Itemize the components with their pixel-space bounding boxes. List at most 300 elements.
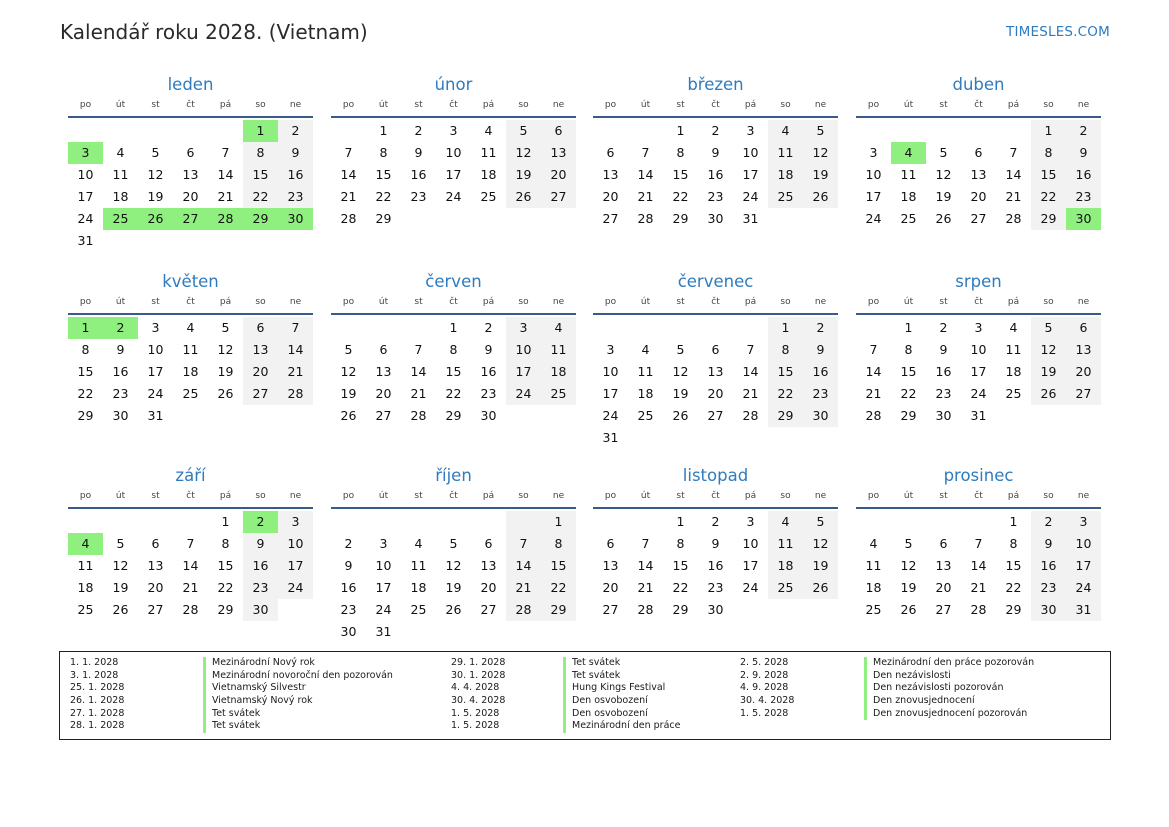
weekday-label: ne	[814, 491, 827, 501]
weekday-label: út	[378, 297, 389, 307]
weekday-label: pá	[744, 491, 757, 501]
empty-cell	[961, 511, 996, 533]
day-cell: 27	[480, 602, 497, 617]
legend-date: 1. 5. 2028	[451, 707, 500, 719]
day-cell: 2	[344, 536, 353, 551]
weekday-label: čt	[449, 491, 458, 501]
day-cell: 20	[375, 386, 392, 401]
weekday-label: st	[151, 100, 160, 110]
empty-cell	[401, 621, 436, 643]
day-cell: 3	[746, 514, 755, 529]
day-cell: 12	[147, 167, 164, 182]
day-cell: 6	[711, 342, 720, 357]
day-cell: 24	[77, 211, 94, 226]
day-cell: 22	[217, 580, 234, 595]
day-cell: 29	[1005, 602, 1022, 617]
empty-cell	[541, 208, 576, 230]
day-cell: 9	[278, 142, 313, 164]
weekday-label: st	[676, 491, 685, 501]
empty-cell	[173, 511, 208, 533]
day-cell: 15	[243, 164, 278, 186]
day-cell: 25	[480, 189, 497, 204]
day-cell: 21	[410, 386, 427, 401]
day-cell: 13	[602, 558, 619, 573]
day-cell: 15	[77, 364, 94, 379]
day-cell: 29	[445, 408, 462, 423]
day-cell: 22	[541, 577, 576, 599]
day-cell: 5	[939, 145, 948, 160]
month-10	[331, 464, 576, 643]
empty-cell	[103, 230, 138, 252]
weekday-label: pá	[219, 491, 232, 501]
weekday-label: po	[867, 491, 880, 501]
day-cell: 21	[340, 189, 357, 204]
legend-date: 30. 4. 2028	[740, 695, 795, 707]
day-cell: 4	[484, 123, 493, 138]
empty-cell	[138, 120, 173, 142]
day-cell: 23	[803, 383, 838, 405]
legend-holiday-name: Vietnamský Silvestr	[203, 682, 306, 695]
empty-cell	[768, 599, 803, 621]
day-cell: 19	[445, 580, 462, 595]
day-cell: 20	[970, 189, 987, 204]
day-cell: 25	[768, 186, 803, 208]
day-cell: 18	[541, 361, 576, 383]
day-cell: 6	[243, 317, 278, 339]
weekday-header	[331, 296, 576, 315]
weekday-label: so	[1043, 100, 1054, 110]
weekday-header	[331, 99, 576, 118]
day-cell: 3	[506, 317, 541, 339]
weekday-label: pá	[744, 100, 757, 110]
weekday-label: út	[115, 491, 126, 501]
day-cell: 22	[1031, 186, 1066, 208]
weekday-label: čt	[186, 297, 195, 307]
day-cell: 28	[1005, 211, 1022, 226]
day-cell: 24	[970, 386, 987, 401]
day-cell: 29	[1031, 208, 1066, 230]
day-cell: 19	[803, 555, 838, 577]
legend-date: 1. 5. 2028	[740, 707, 789, 719]
empty-cell	[856, 511, 891, 533]
day-cell: 7	[641, 536, 650, 551]
day-cell: 31	[602, 430, 619, 445]
day-cell: 18	[768, 555, 803, 577]
day-cell: 26	[112, 602, 129, 617]
weekday-label: so	[780, 100, 791, 110]
day-cell: 2	[1031, 511, 1066, 533]
weekday-label: ne	[289, 297, 302, 307]
legend-holiday-name: Mezinárodní novoroční den pozorován	[203, 670, 393, 683]
weekday-label: so	[518, 491, 529, 501]
day-cell: 6	[606, 536, 615, 551]
day-cell: 14	[410, 364, 427, 379]
day-cell: 9	[1031, 533, 1066, 555]
day-cell: 7	[344, 145, 353, 160]
day-cell: 26	[217, 386, 234, 401]
day-cell: 27	[147, 602, 164, 617]
legend-date: 26. 1. 2028	[70, 695, 125, 707]
day-cell: 19	[217, 364, 234, 379]
day-cell: 12	[803, 142, 838, 164]
day-cell: 30	[340, 624, 357, 639]
empty-cell	[436, 621, 471, 643]
day-cell: 27	[243, 383, 278, 405]
day-cell: 26	[138, 208, 173, 230]
weekday-label: so	[1043, 297, 1054, 307]
day-cell: 28	[410, 408, 427, 423]
day-cell: 7	[1009, 145, 1018, 160]
day-grid	[856, 509, 1101, 621]
empty-cell	[996, 120, 1031, 142]
day-cell: 10	[77, 167, 94, 182]
day-cell: 15	[217, 558, 234, 573]
weekday-label: so	[518, 297, 529, 307]
day-cell: 25	[541, 383, 576, 405]
empty-cell	[506, 208, 541, 230]
weekday-label: ne	[814, 297, 827, 307]
month-name: březen	[687, 75, 744, 94]
day-cell: 14	[637, 558, 654, 573]
day-cell: 2	[803, 317, 838, 339]
weekday-label: po	[79, 297, 92, 307]
empty-cell	[926, 120, 961, 142]
weekday-label: čt	[974, 100, 983, 110]
empty-cell	[698, 427, 733, 449]
month-name: srpen	[955, 272, 1002, 291]
day-cell: 11	[410, 558, 427, 573]
day-cell: 1	[1031, 120, 1066, 142]
day-cell: 19	[147, 189, 164, 204]
month-name: květen	[162, 272, 219, 291]
day-cell: 18	[1005, 364, 1022, 379]
day-cell: 30	[1066, 208, 1101, 230]
empty-cell	[628, 427, 663, 449]
month-9	[68, 464, 313, 621]
legend-date: 1. 5. 2028	[451, 720, 500, 732]
day-cell: 7	[221, 145, 230, 160]
day-cell: 7	[974, 536, 983, 551]
day-cell: 17	[865, 189, 882, 204]
empty-cell	[173, 230, 208, 252]
empty-cell	[366, 317, 401, 339]
day-cell: 25	[900, 211, 917, 226]
day-cell: 22	[768, 383, 803, 405]
day-cell: 24	[602, 408, 619, 423]
day-cell: 9	[711, 536, 720, 551]
empty-cell	[471, 621, 506, 643]
day-cell: 4	[768, 511, 803, 533]
day-cell: 14	[865, 364, 882, 379]
day-cell: 18	[182, 364, 199, 379]
day-cell: 13	[541, 142, 576, 164]
day-cell: 22	[1005, 580, 1022, 595]
weekday-label: út	[378, 491, 389, 501]
day-cell: 1	[676, 123, 685, 138]
legend-date: 28. 1. 2028	[70, 720, 125, 732]
day-cell: 25	[865, 602, 882, 617]
day-cell: 23	[410, 189, 427, 204]
day-cell: 13	[602, 167, 619, 182]
weekday-label: čt	[711, 491, 720, 501]
weekday-label: st	[151, 491, 160, 501]
empty-cell	[663, 427, 698, 449]
day-cell: 16	[1066, 164, 1101, 186]
legend-date: 2. 5. 2028	[740, 657, 789, 668]
day-cell: 19	[1031, 361, 1066, 383]
day-cell: 25	[637, 408, 654, 423]
weekday-label: čt	[186, 491, 195, 501]
day-cell: 4	[541, 317, 576, 339]
day-cell: 27	[602, 211, 619, 226]
day-cell: 30	[1031, 599, 1066, 621]
day-cell: 12	[1031, 339, 1066, 361]
day-cell: 27	[707, 408, 724, 423]
day-cell: 2	[278, 120, 313, 142]
day-cell: 5	[449, 536, 458, 551]
weekday-label: po	[867, 100, 880, 110]
day-cell: 2	[711, 123, 720, 138]
day-cell: 13	[970, 167, 987, 182]
day-cell: 1	[243, 120, 278, 142]
day-cell: 25	[103, 208, 138, 230]
day-cell: 31	[77, 233, 94, 248]
holiday-legend	[59, 651, 1111, 740]
empty-cell	[436, 511, 471, 533]
day-cell: 11	[865, 558, 882, 573]
weekday-header	[68, 490, 313, 509]
day-cell: 25	[182, 386, 199, 401]
day-cell: 3	[68, 142, 103, 164]
day-cell: 29	[900, 408, 917, 423]
day-cell: 3	[606, 342, 615, 357]
legend-holiday-name: Den osvobození	[563, 695, 648, 708]
day-cell: 29	[77, 408, 94, 423]
day-cell: 12	[217, 342, 234, 357]
empty-cell	[506, 405, 541, 427]
day-cell: 16	[707, 167, 724, 182]
day-cell: 3	[869, 145, 878, 160]
month-name: únor	[434, 75, 473, 94]
day-cell: 26	[340, 408, 357, 423]
day-cell: 20	[935, 580, 952, 595]
legend-holiday-name: Den znovusjednocení pozorován	[864, 708, 1027, 721]
day-cell: 23	[1066, 186, 1101, 208]
weekday-label: ne	[552, 297, 565, 307]
weekday-header	[856, 296, 1101, 315]
day-cell: 4	[414, 536, 423, 551]
empty-cell	[628, 511, 663, 533]
day-cell: 2	[414, 123, 423, 138]
weekday-label: út	[903, 297, 914, 307]
day-cell: 19	[803, 164, 838, 186]
empty-cell	[733, 427, 768, 449]
weekday-label: st	[939, 297, 948, 307]
day-cell: 19	[112, 580, 129, 595]
day-cell: 29	[375, 211, 392, 226]
month-name: listopad	[682, 466, 749, 485]
day-cell: 22	[900, 386, 917, 401]
day-cell: 7	[506, 533, 541, 555]
day-grid	[331, 315, 576, 427]
day-cell: 26	[803, 186, 838, 208]
day-cell: 26	[1031, 383, 1066, 405]
weekday-label: čt	[449, 100, 458, 110]
day-cell: 29	[672, 211, 689, 226]
day-cell: 27	[935, 602, 952, 617]
empty-cell	[471, 208, 506, 230]
day-cell: 17	[970, 364, 987, 379]
day-cell: 9	[344, 558, 353, 573]
day-cell: 5	[221, 320, 230, 335]
day-cell: 4	[768, 120, 803, 142]
weekday-header	[593, 296, 838, 315]
month-name: červenec	[677, 272, 754, 291]
site-link[interactable]: TIMESLES.COM	[1006, 24, 1110, 40]
day-cell: 27	[1066, 383, 1101, 405]
empty-cell	[768, 208, 803, 230]
day-cell: 3	[746, 123, 755, 138]
day-cell: 13	[480, 558, 497, 573]
weekday-label: so	[255, 297, 266, 307]
empty-cell	[208, 230, 243, 252]
empty-cell	[138, 230, 173, 252]
month-7	[593, 270, 838, 449]
day-cell: 12	[445, 558, 462, 573]
day-cell: 16	[410, 167, 427, 182]
day-cell: 29	[768, 405, 803, 427]
legend-date: 2. 9. 2028	[740, 669, 789, 681]
day-cell: 19	[340, 386, 357, 401]
empty-cell	[541, 405, 576, 427]
weekday-label: po	[604, 491, 617, 501]
day-cell: 9	[484, 342, 493, 357]
weekday-label: st	[414, 297, 423, 307]
empty-cell	[733, 317, 768, 339]
day-cell: 30	[278, 208, 313, 230]
day-cell: 1	[449, 320, 458, 335]
empty-cell	[331, 120, 366, 142]
day-cell: 14	[506, 555, 541, 577]
weekday-label: út	[640, 100, 651, 110]
month-3	[593, 73, 838, 230]
legend-holiday-name: Mezinárodní den práce	[563, 720, 680, 733]
day-cell: 23	[1031, 577, 1066, 599]
day-cell: 17	[602, 386, 619, 401]
day-cell: 12	[900, 558, 917, 573]
weekday-label: ne	[552, 491, 565, 501]
day-cell: 2	[103, 317, 138, 339]
day-cell: 8	[541, 533, 576, 555]
day-cell: 8	[1031, 142, 1066, 164]
empty-cell	[961, 120, 996, 142]
weekday-header	[68, 296, 313, 315]
day-grid	[856, 315, 1101, 427]
legend-date: 25. 1. 2028	[70, 682, 125, 694]
day-cell: 27	[173, 208, 208, 230]
day-cell: 11	[900, 167, 917, 182]
empty-cell	[331, 317, 366, 339]
weekday-label: pá	[1007, 491, 1020, 501]
weekday-label: st	[151, 297, 160, 307]
empty-cell	[541, 621, 576, 643]
weekday-label: čt	[974, 491, 983, 501]
empty-cell	[401, 511, 436, 533]
day-cell: 6	[186, 145, 195, 160]
day-cell: 15	[672, 167, 689, 182]
weekday-label: út	[640, 297, 651, 307]
weekday-label: út	[115, 297, 126, 307]
empty-cell	[663, 317, 698, 339]
day-cell: 26	[672, 408, 689, 423]
legend-holiday-name: Den nezávislosti pozorován	[864, 682, 1004, 695]
weekday-label: po	[342, 100, 355, 110]
day-cell: 21	[182, 580, 199, 595]
day-cell: 16	[278, 164, 313, 186]
day-cell: 13	[375, 364, 392, 379]
day-grid	[331, 509, 576, 643]
day-cell: 30	[480, 408, 497, 423]
day-cell: 20	[541, 164, 576, 186]
empty-cell	[278, 599, 313, 621]
empty-cell	[803, 427, 838, 449]
month-1	[68, 73, 313, 252]
day-cell: 25	[410, 602, 427, 617]
day-cell: 3	[151, 320, 160, 335]
day-grid	[593, 315, 838, 449]
day-cell: 16	[803, 361, 838, 383]
day-cell: 19	[900, 580, 917, 595]
day-cell: 14	[278, 339, 313, 361]
weekday-label: po	[342, 491, 355, 501]
day-cell: 4	[116, 145, 125, 160]
day-cell: 23	[935, 386, 952, 401]
month-6	[331, 270, 576, 427]
day-cell: 31	[375, 624, 392, 639]
empty-cell	[1066, 405, 1101, 427]
day-cell: 8	[676, 536, 685, 551]
empty-cell	[401, 208, 436, 230]
day-cell: 18	[768, 164, 803, 186]
day-cell: 14	[340, 167, 357, 182]
day-cell: 28	[208, 208, 243, 230]
day-cell: 13	[147, 558, 164, 573]
day-cell: 3	[278, 511, 313, 533]
weekday-label: ne	[814, 100, 827, 110]
month-2	[331, 73, 576, 230]
day-cell: 14	[970, 558, 987, 573]
weekday-label: pá	[482, 491, 495, 501]
weekday-label: pá	[1007, 297, 1020, 307]
empty-cell	[768, 427, 803, 449]
day-cell: 21	[970, 580, 987, 595]
empty-cell	[996, 405, 1031, 427]
weekday-header	[593, 490, 838, 509]
day-cell: 11	[768, 142, 803, 164]
empty-cell	[68, 120, 103, 142]
empty-cell	[1031, 405, 1066, 427]
weekday-label: čt	[974, 297, 983, 307]
weekday-header	[593, 99, 838, 118]
day-cell: 5	[803, 511, 838, 533]
day-cell: 5	[676, 342, 685, 357]
day-cell: 17	[742, 167, 759, 182]
day-cell: 5	[904, 536, 913, 551]
day-cell: 4	[68, 533, 103, 555]
day-cell: 19	[672, 386, 689, 401]
empty-cell	[173, 405, 208, 427]
day-cell: 11	[112, 167, 129, 182]
